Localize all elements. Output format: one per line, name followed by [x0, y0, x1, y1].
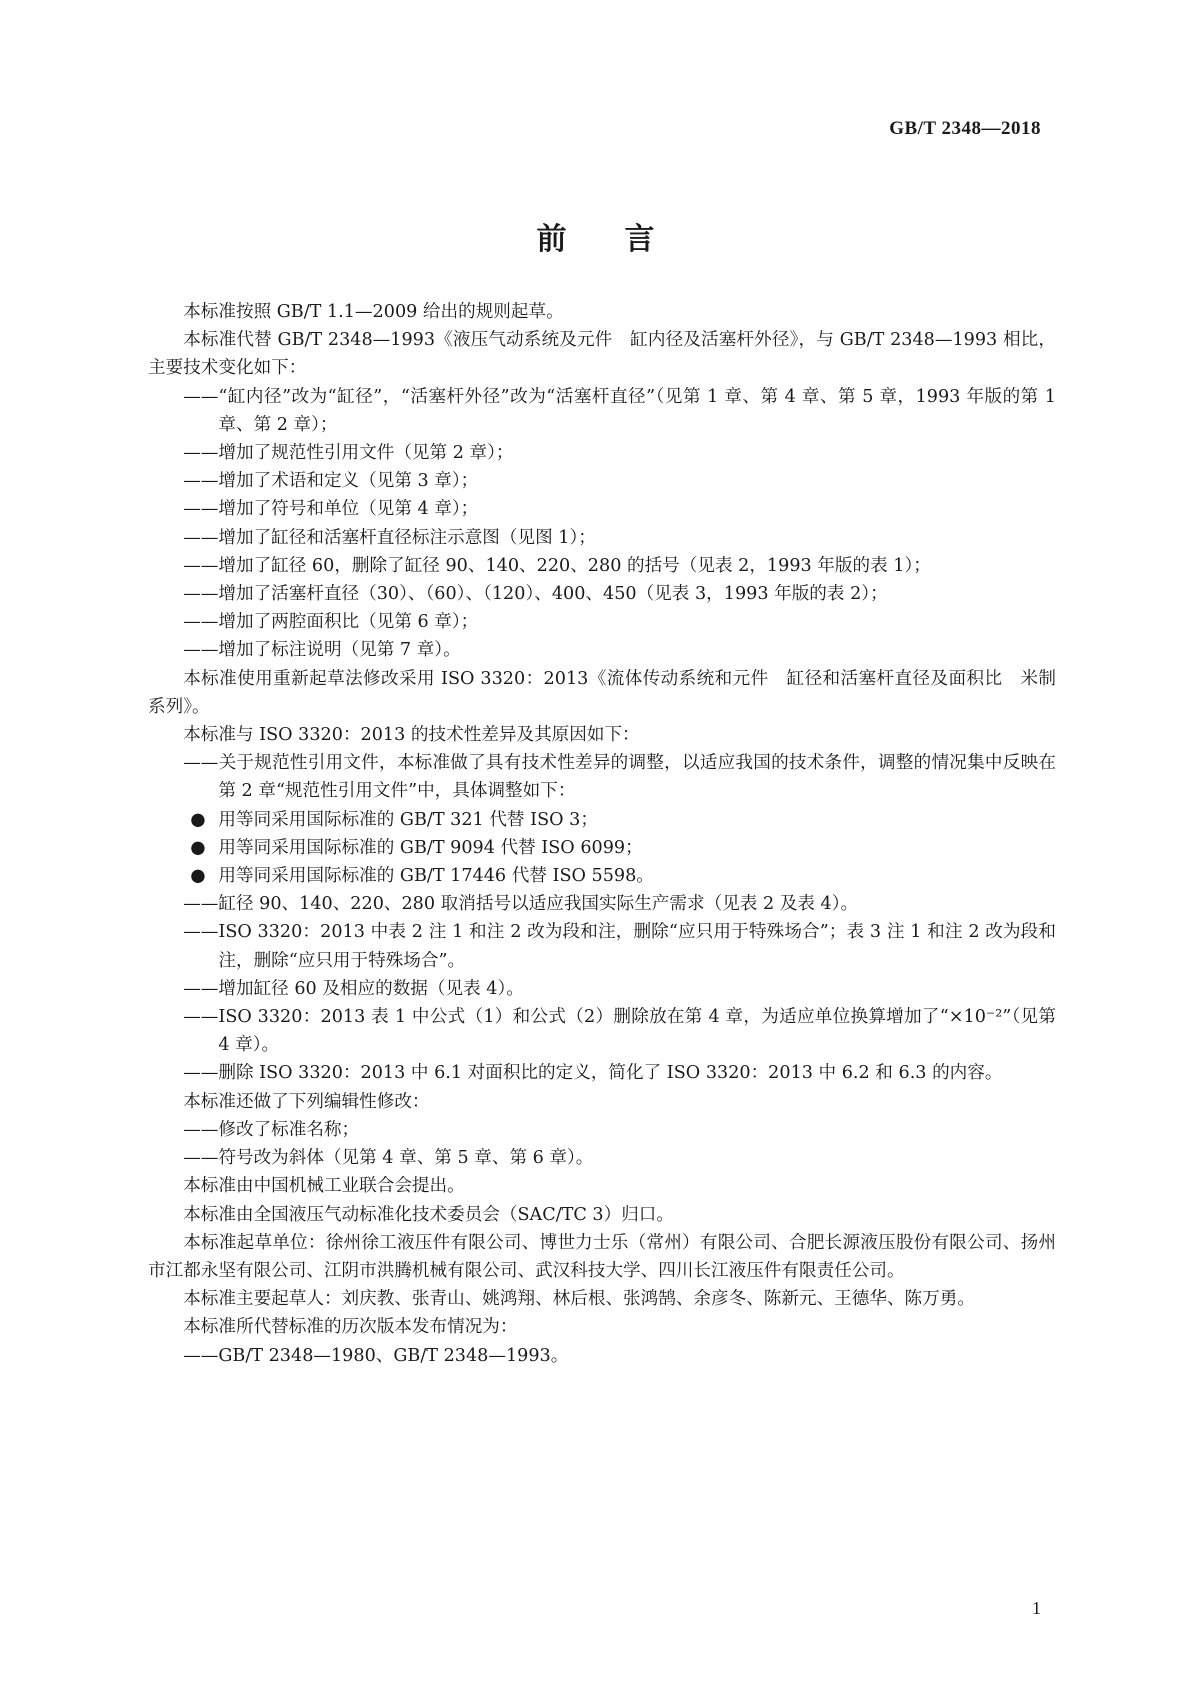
list-item: ——ISO 3320：2013 表 1 中公式（1）和公式（2）删除放在第 4 章，为适应单位换算增加了“×10⁻²”（见第 4 章）。 [183, 1007, 1056, 1056]
list-item: ——增加了活塞杆直径（30）、（60）、（120）、400、450（见表 3，1993 年版的表 2）； [183, 584, 888, 605]
bullet-item [148, 862, 1056, 890]
paragraph: 本标准代替 GB/T 2348—1993《液压气动系统及元件 缸内径及活塞杆外径》，与 GB/T 2348—1993 相比，主要技术变化如下： [148, 330, 1056, 379]
paragraph: 本标准所代替标准的历次版本发布情况为： [183, 1317, 518, 1338]
paragraph: 本标准起草单位：徐州徐工液压件有限公司、博世力士乐（常州）有限公司、合肥长源液压股份有限公司、扬州市江都永坚有限公司、江阴市洪腾机械有限公司、武汉科技大学、四川长江液压件有限责任公司。 [148, 1232, 1056, 1281]
list-item: ——缸径 90、140、220、280 取消括号以适应我国实际生产需求（见表 2 及表 4）。 [183, 894, 859, 915]
list-item: ——增加了两腔面积比（见第 6 章）； [183, 612, 479, 633]
bullet-dot-icon: ● [190, 866, 206, 887]
bullet-dot-icon: ● [190, 837, 206, 858]
list-item: ——增加了术语和定义（见第 3 章）； [183, 471, 479, 492]
paragraph: 本标准由中国机械工业联合会提出。 [183, 1176, 465, 1197]
list-item: ——关于规范性引用文件，本标准做了具有技术性差异的调整，以适应我国的技术条件，调整的情况集中反映在第 2 章“规范性引用文件”中，具体调整如下： [183, 753, 1056, 802]
list-item: ——修改了标准名称； [183, 1119, 360, 1140]
list-item: ——增加缸径 60 及相应的数据（见表 4）。 [183, 978, 524, 999]
list-item: ——GB/T 2348—1980、GB/T 2348—1993。 [183, 1345, 569, 1366]
list-item: ——增加了规范性引用文件（见第 2 章）； [183, 443, 514, 464]
paragraph: 本标准还做了下列编辑性修改： [183, 1091, 430, 1112]
list-item: ——“缸内径”改为“缸径”，“活塞杆外径”改为“活塞杆直径”（见第 1 章、第 4 章、第 5 章，1993 年版的第 1 章、第 2 章）； [183, 386, 1056, 435]
foreword-body [148, 298, 1056, 1370]
paragraph: 本标准使用重新起草法修改采用 ISO 3320：2013《流体传动系统和元件 缸径和活塞杆直径及面积比 米制系列》。 [148, 668, 1056, 717]
bullet-text: 用等同采用国际标准的 GB/T 9094 代替 ISO 6099； [218, 837, 643, 858]
paragraph: 本标准与 ISO 3320：2013 的技术性差异及其原因如下： [183, 725, 640, 746]
bullet-dot-icon: ● [190, 809, 206, 830]
paragraph: 本标准由全国液压气动标准化技术委员会（SAC/TC 3）归口。 [183, 1204, 674, 1225]
paragraph: 本标准主要起草人：刘庆教、张青山、姚鸿翔、林后根、张鸿鹄、余彦冬、陈新元、王德华、陈万勇。 [183, 1289, 975, 1310]
list-item: ——符号改为斜体（见第 4 章、第 5 章、第 6 章）。 [183, 1148, 594, 1169]
list-item: ——增加了缸径和活塞杆直径标注示意图（见图 1）； [183, 527, 596, 548]
bullet-item [148, 806, 1056, 834]
paragraph: 本标准按照 GB/T 1.1—2009 给出的规则起草。 [183, 302, 564, 322]
bullet-text: 用等同采用国际标准的 GB/T 17446 代替 ISO 5598。 [218, 866, 654, 887]
list-item: ——增加了符号和单位（见第 4 章）； [183, 499, 479, 520]
standard-number: GB/T 2348—2018 [889, 118, 1041, 139]
list-item: ——ISO 3320：2013 中表 2 注 1 和注 2 改为段和注，删除“应只用于特殊场合”；表 3 注 1 和注 2 改为段和注，删除“应只用于特殊场合”。 [183, 922, 1056, 971]
list-item: ——增加了标注说明（见第 7 章）。 [183, 640, 461, 661]
bullet-text: 用等同采用国际标准的 GB/T 321 代替 ISO 3； [218, 809, 598, 830]
list-item: ——增加了缸径 60，删除了缸径 90、140、220、280 的括号（见表 2，1993 年版的表 1）； [183, 555, 931, 576]
bullet-item [148, 834, 1056, 862]
page-number: 1 [1032, 1598, 1041, 1618]
list-item: ——删除 ISO 3320：2013 中 6.1 对面积比的定义，简化了 ISO 3320：2013 中 6.2 和 6.3 的内容。 [183, 1063, 1003, 1084]
page-title: 前言 [536, 222, 713, 257]
